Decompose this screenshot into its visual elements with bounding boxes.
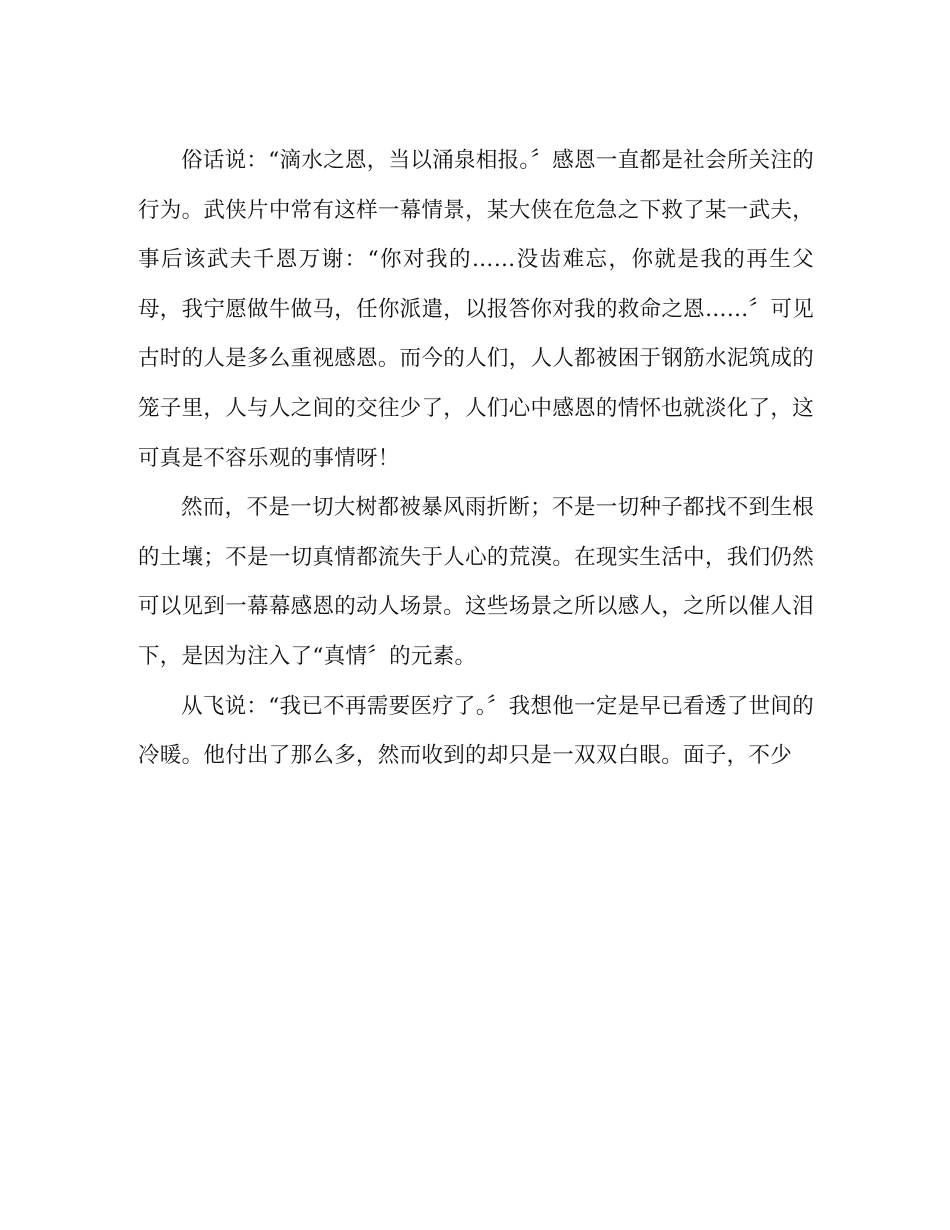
paragraph-1: 俗话说：“滴水之恩，当以涌泉相报。〞感恩一直都是社会所关注的行为。武侠片中常有这样一幕情景，某大侠在危急之下救了某一武夫，事后该武夫千恩万谢：“你对我的……没齿难忘，你就是我的再生父母，我宁愿做牛做马，任你派遣，以报答你对我的救命之恩……〞可见古时的人是多么重视感恩。而今的人们，人人都被困于钢筋水泥筑成的笼子里，人与人之间的交往少了，人们心中感恩的情怀也就淡化了，这可真是不容乐观的事情呀！	[138, 148, 814, 471]
paragraph-2: 然而，不是一切大树都被暴风雨折断；不是一切种子都找不到生根的土壤；不是一切真情都流失于人心的荒漠。在现实生活中，我们仍然可以见到一幕幕感恩的动人场景。这些场景之所以感人，之所以催人泪下，是因为注入了“真情〞的元素。	[138, 495, 814, 669]
paragraph-3: 从飞说：“我已不再需要医疗了。〞我想他一定是早已看透了世间的冷暖。他付出了那么多，然而收到的却只是一双双白眼。面子，不少	[138, 693, 814, 769]
document-body	[138, 136, 814, 781]
